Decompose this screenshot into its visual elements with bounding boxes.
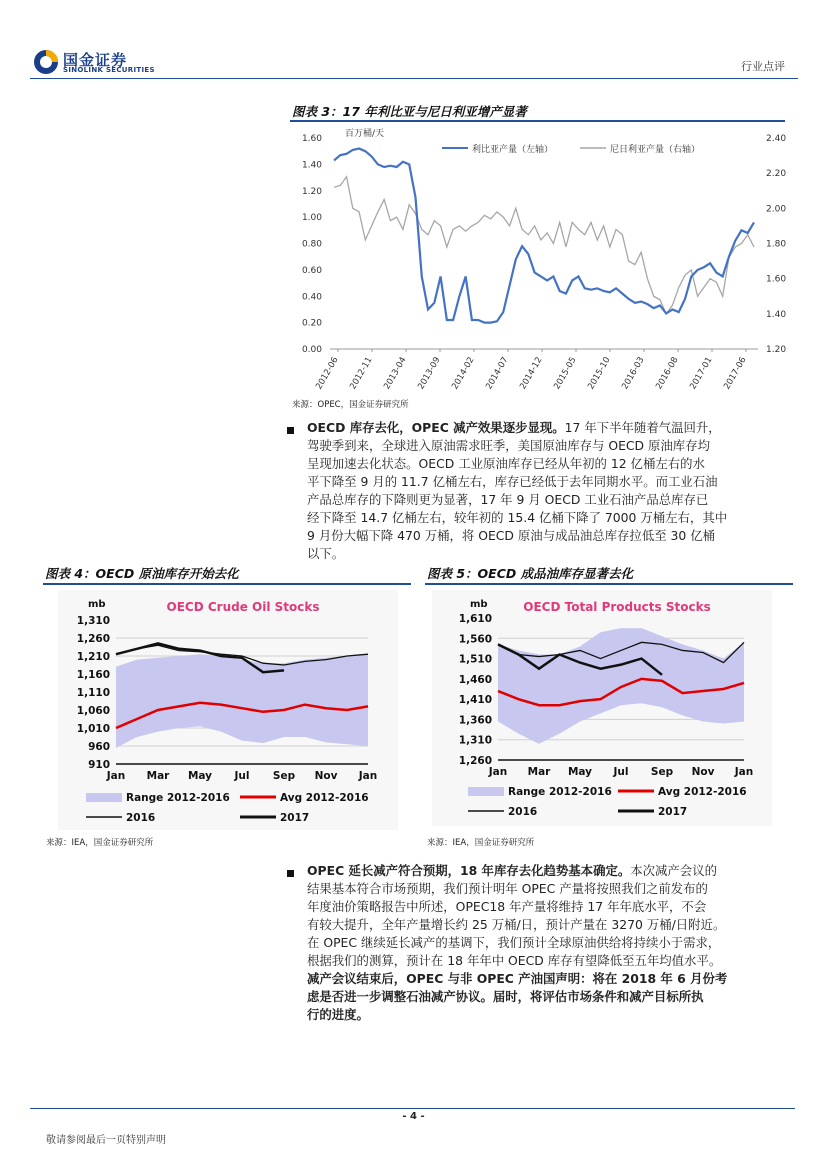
y-tick-label: 1,560 [458, 633, 492, 646]
y-right-tick-label: 1.20 [766, 345, 787, 355]
figure5-legend-range: Range 2012-2016 [508, 786, 612, 798]
figure5-legend-2016: 2016 [508, 806, 538, 818]
x-tick-label: Jan [106, 770, 126, 782]
y-right-tick-label: 1.40 [766, 309, 787, 320]
y-tick-label: 1,360 [458, 714, 492, 727]
y-left-tick-label: 1.40 [301, 160, 322, 171]
y-left-tick-label: 0.80 [301, 239, 322, 250]
x-tick-label: 2016-08 [654, 355, 681, 392]
bullet [287, 427, 294, 434]
y-tick-label: 1,310 [76, 615, 110, 627]
figure5-chart-title: OECD Total Products Stocks [523, 600, 711, 614]
figure3-title: 图表 3：17 年利比亚与尼日利亚增产显著 [292, 104, 527, 119]
y-left-tick-label: 1.00 [301, 213, 322, 224]
x-tick-label: 2016-03 [620, 355, 647, 392]
x-tick-label: 2014-07 [484, 355, 511, 392]
x-tick-label: 2012-11 [348, 355, 375, 392]
footer-divider [30, 1108, 795, 1109]
y-left-tick-label: 0.20 [301, 318, 322, 329]
x-tick-label: Mar [527, 766, 551, 778]
y-right-tick-label: 1.60 [766, 274, 787, 285]
paragraph-opec: OPEC 延长减产符合预期，18 年库存去化趋势基本确定。本次减产会议的 结果基本符合市场预期，我们预计明年 OPEC 产量将按照我们之前发布的 年度油价策略报告中所述，OPEC18 年产量将维持 17 年年底水平，不会 有较大提升，全年产量增长约 25 万桶/日，预计产量在 3270 万桶/日附近。 在 OPEC 继续延长减产的基调下，我们预计全球原油供给将持续小于需求， 根据我们的测算，预计在 18 年年中 OECD 库存有望降低至五年均值水平。 减产会议结束后，OPEC 与非 OPEC 产油国声明：将在 2018 年 6 月份考 虑是否进一步调整石油减产协议。届时，将评估市场条件和减产目标所执 行的进度。 [307, 863, 728, 1022]
figure4-legend-2017: 2017 [280, 812, 310, 824]
y-right-tick-label: 2.00 [766, 204, 787, 215]
y-left-tick-label: 0.40 [301, 292, 322, 303]
figure5-rule [425, 583, 793, 585]
y-tick-label: 1,310 [458, 734, 492, 747]
y-tick-label: 910 [88, 759, 110, 771]
figure4-rule [43, 583, 411, 585]
figure3-source: 来源：OPEC，国金证券研究所 [292, 400, 409, 410]
figure3-rule [290, 120, 785, 122]
figure4-legend-2016: 2016 [126, 812, 156, 824]
x-tick-label: Jul [613, 766, 629, 778]
x-tick-label: 2013-09 [416, 355, 443, 392]
figure3-unit: 百万桶/天 [345, 129, 385, 139]
y-tick-label: 1,510 [458, 653, 492, 666]
x-tick-label: Jan [358, 770, 378, 782]
y-tick-label: 1,260 [458, 755, 492, 767]
figure4-source: 来源：IEA，国金证券研究所 [46, 838, 154, 848]
x-tick-label: 2014-12 [518, 355, 545, 392]
y-right-tick-label: 2.40 [766, 134, 787, 144]
y-tick-label: 1,260 [76, 633, 110, 645]
x-tick-label: 2015-05 [552, 355, 579, 392]
y-right-tick-label: 2.20 [766, 169, 787, 180]
y-tick-label: 1,010 [76, 723, 110, 735]
x-tick-label: 2015-10 [586, 355, 613, 392]
y-tick-label: 960 [88, 741, 110, 753]
figure5-legend-2017: 2017 [658, 806, 688, 818]
figure5-unit: mb [470, 599, 488, 610]
bullet [287, 870, 294, 877]
figure5-source: 来源：IEA，国金证券研究所 [427, 838, 535, 848]
figure4-chart-title: OECD Crude Oil Stocks [166, 600, 320, 614]
figure3-legend-libya: 利比亚产量（左轴） [472, 145, 554, 155]
series-line-nigeria [334, 177, 754, 314]
x-tick-label: 2012-06 [314, 355, 341, 392]
y-left-tick-label: 0.00 [301, 345, 322, 355]
x-tick-label: May [567, 766, 593, 778]
figure5-title: 图表 5：OECD 成品油库存显著去化 [427, 566, 634, 581]
header-section: 行业点评 [741, 60, 785, 73]
figure4-legend-avg: Avg 2012-2016 [280, 792, 369, 804]
figure5-legend-avg: Avg 2012-2016 [658, 786, 747, 798]
logo-icon [33, 49, 59, 75]
y-left-tick-label: 0.60 [301, 265, 322, 276]
x-tick-label: 2017-01 [688, 355, 715, 392]
figure3-legend [442, 143, 700, 155]
figure4-unit: mb [88, 599, 106, 610]
para2-lead: OPEC 延长减产符合预期，18 年库存去化趋势基本确定。 [307, 863, 631, 878]
y-tick-label: 1,110 [76, 687, 110, 699]
figure4-chart [58, 590, 398, 830]
figure4-legend-range: Range 2012-2016 [126, 792, 230, 804]
y-tick-label: 1,410 [458, 694, 492, 707]
y-tick-label: 1,610 [458, 613, 492, 625]
page-number: - 4 - [402, 1111, 425, 1122]
x-tick-label: Jan [488, 766, 508, 778]
y-tick-label: 1,060 [76, 705, 110, 717]
y-tick-label: 1,460 [458, 673, 492, 686]
logo-text-en: SINOLINK SECURITIES [63, 66, 155, 74]
x-tick-label: 2017-06 [722, 355, 749, 392]
figure4-title: 图表 4：OECD 原油库存开始去化 [45, 566, 239, 581]
y-right-tick-label: 1.80 [766, 239, 787, 250]
x-tick-label: Mar [146, 770, 170, 782]
x-tick-label: Jan [734, 766, 754, 778]
figure3-legend-nigeria: 尼日利亚产量（右轴） [610, 145, 701, 155]
para1-lead: OECD 库存去化，OPEC 减产效果逐步显现。 [307, 420, 565, 435]
x-tick-label: Jul [234, 770, 250, 782]
logo-text-cn: 国金证券 [63, 51, 128, 69]
x-tick-label: 2013-04 [382, 355, 409, 392]
y-left-tick-label: 1.60 [301, 134, 322, 144]
x-tick-label: Nov [691, 766, 715, 778]
y-tick-label: 1,210 [76, 651, 110, 663]
x-tick-label: 2014-02 [450, 355, 477, 392]
y-left-tick-label: 1.20 [301, 186, 322, 197]
header-divider [30, 78, 798, 79]
x-tick-label: Sep [650, 766, 674, 778]
y-tick-label: 1,160 [76, 669, 110, 681]
figure5-chart [432, 590, 772, 826]
figure3-chart [290, 124, 790, 394]
x-tick-label: May [187, 770, 213, 782]
paragraph-inventory: OECD 库存去化，OPEC 减产效果逐步显现。17 年下半年随着气温回升， 驾驶季到来，全球进入原油需求旺季，美国原油库存与 OECD 原油库存均 呈现加速去化状态。OECD 工业原油库存已经从年初的 12 亿桶左右的水 平下降至 9 月的 11.7 亿桶左右，库存已经低于去年同期水平。而工业石油 产品总库存的下降则更为显著，17 年 9 月 OECD 工业石油产品总库存已 经下降至 14.7 亿桶左右，较年初的 15.4 亿桶下降了 7000 万桶左右，其中 9 月份大幅下降 470 万桶，将 OECD 原油与成品油总库存拉低至 30 亿桶 以下。 [307, 420, 728, 561]
footer-disclaimer: 敬请参阅最后一页特别声明 [46, 1135, 166, 1146]
x-tick-label: Nov [314, 770, 338, 782]
x-tick-label: Sep [272, 770, 296, 782]
